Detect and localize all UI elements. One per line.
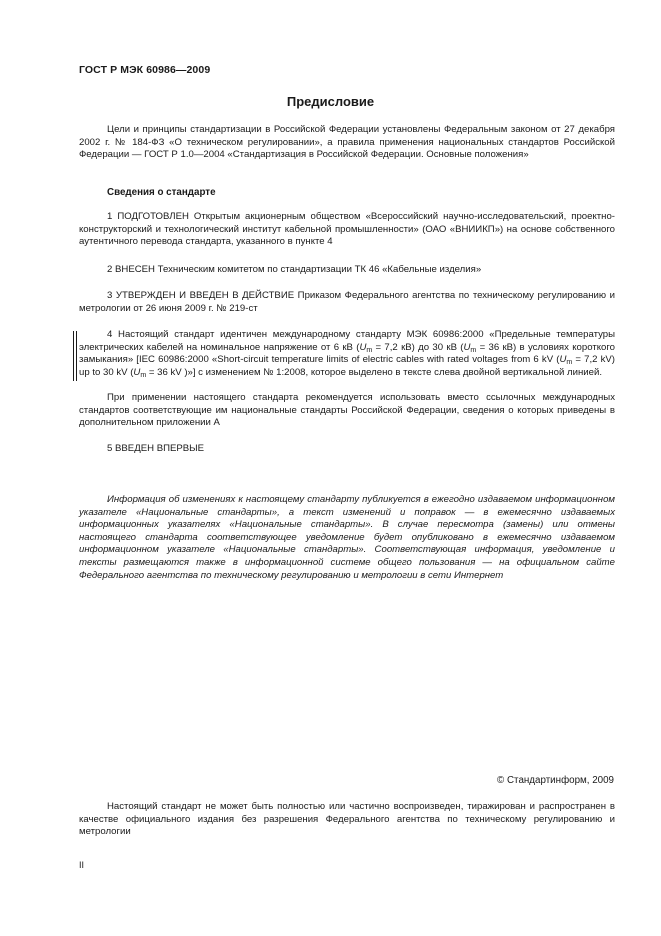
- item-3-paragraph: 3 УТВЕРЖДЕН И ВВЕДЕН В ДЕЙСТВИЕ Приказом Федерального агентства по техническому регулированию и метрологии от 26 июня 2009 г. № 219-ст: [79, 290, 615, 314]
- info-notice-paragraph: Информация об изменениях к настоящему стандарту публикуется в ежегодно издаваемом информационном указателе «Национальные стандарты», а текст изменений и поправок — в ежемесячно издаваемых информационных указателях «Национальные стандарты». В случае пересмотра (замены) или отмены настоящего стандарта соответствующее уведомление будет опубликовано в ежемесячно издаваемом информационном указателе «Национальные стандарты». Соответствующая информация, уведомление и тексты размещаются также в информационной системе общего пользования — на официальном сайте Федерального агентства по техническому регулированию и метрологии в сети Интернет: [79, 494, 615, 581]
- item-5-paragraph: 5 ВВЕДЕН ВПЕРВЫЕ: [107, 443, 205, 454]
- copyright-line: © Стандартинформ, 2009: [497, 775, 614, 786]
- intro-paragraph: Цели и принципы стандартизации в Российской Федерации установлены Федеральным законом от 27 декабря 2002 г. № 184-ФЗ «О техническом регулировании», а правила применения национальных стандартов Российской Федерации — ГОСТ Р 1.0—2004 «Стандартизация в Российской Федерации. Основные положения»: [79, 124, 615, 161]
- rights-paragraph: Настоящий стандарт не может быть полностью или частично воспроизведен, тиражирован и распространен в качестве официального издания без разрешения Федерального агентства по техническому регулированию и метрологии: [79, 801, 615, 838]
- change-marker-line-left: [73, 331, 74, 381]
- page-number: II: [79, 860, 85, 870]
- item-2-paragraph: 2 ВНЕСЕН Техническим комитетом по стандартизации ТК 46 «Кабельные изделия»: [107, 264, 482, 275]
- page-title: Предисловие: [286, 94, 375, 109]
- change-marker-line-right: [76, 331, 77, 381]
- item-1-paragraph: 1 ПОДГОТОВЛЕН Открытым акционерным обществом «Всероссийский научно-исследовательский, проектно-конструкторский и технологический институт кабельной промышленности» (ОАО «ВНИИКП») на основе собственного аутентичного перевода стандарта, указанного в пункте 4: [79, 211, 615, 248]
- standard-designation: ГОСТ Р МЭК 60986—2009: [79, 64, 211, 76]
- item-4-note-paragraph: При применении настоящего стандарта рекомендуется использовать вместо ссылочных международных стандартов соответствующие им национальные стандарты Российской Федерации, сведения о которых приведены в дополнительном приложении А: [79, 392, 615, 429]
- item-4-paragraph: 4 Настоящий стандарт идентичен международному стандарту МЭК 60986:2000 «Предельные температуры электрических кабелей на номинальное напряжение от 6 кВ ($U_m = 7,2$ кВ) до 30 кВ ($U_m = 36$ кВ) в условиях короткого замыкания» [IEC 60986:2000 «Short-circuit temperature limits of electric cables with rated voltages from 6 kV ($U_m = 7,2$ kV) up to 30 kV ($U_m = 36$ kV )»] с изменением № 1:2008, которое выделено в тексте слева двойной вертикальной линией.: [79, 329, 615, 379]
- section-heading: Сведения о стандарте: [107, 187, 216, 198]
